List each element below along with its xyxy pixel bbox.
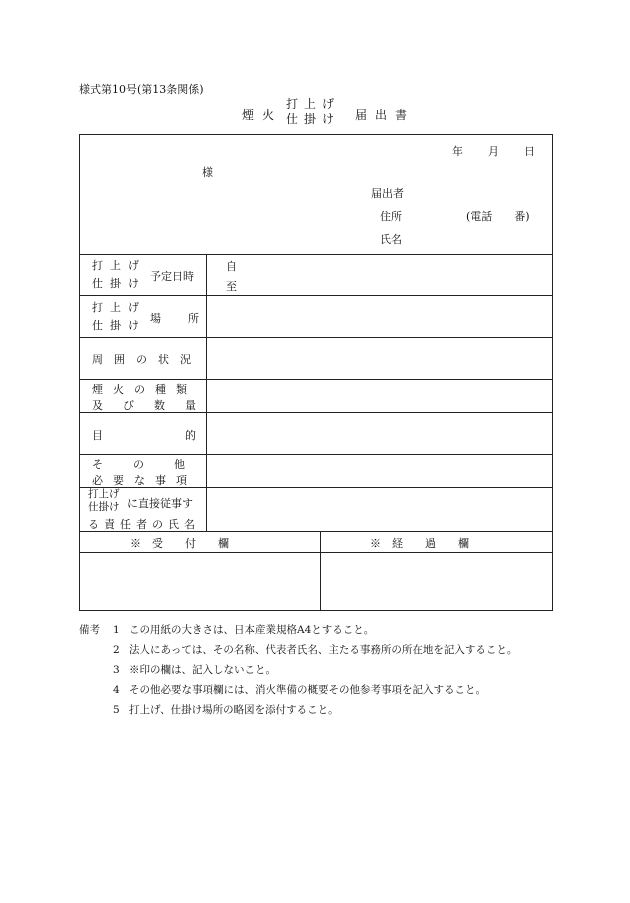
note-text: 打上げ、仕掛け場所の略図を添付すること。 bbox=[129, 704, 339, 716]
notes-label: 備考 bbox=[79, 624, 100, 636]
row-schedule-stack bbox=[92, 257, 146, 293]
row-other-top: その他 bbox=[92, 458, 215, 471]
row-fireworks-kind: 煙火の種類 bbox=[92, 383, 197, 396]
note-number: 2 bbox=[113, 644, 120, 656]
title-right: 届出書 bbox=[355, 108, 416, 122]
form-number: 様式第10号(第13条関係) bbox=[79, 83, 204, 96]
title-left: 煙火 bbox=[242, 108, 283, 122]
name-label: 氏名 bbox=[380, 233, 402, 246]
address-label: 住所 bbox=[380, 210, 402, 223]
row-schedule-stack-bottom: 仕掛け bbox=[92, 277, 146, 290]
row-schedule-suffix: 予定日時 bbox=[150, 270, 194, 283]
form-table bbox=[79, 134, 553, 611]
title-stack-top: 打上げ bbox=[286, 97, 341, 111]
row-responsible-bottom: る責任者の氏名 bbox=[88, 518, 200, 531]
title-stack-bottom: 仕掛け bbox=[286, 112, 341, 126]
row-fireworks-qty: 及び数量 bbox=[92, 399, 216, 412]
title-stack bbox=[286, 97, 340, 133]
row-place-stack-top: 打上げ bbox=[92, 301, 146, 314]
note-text: この用紙の大きさは、日本産業規格A4とすること。 bbox=[129, 624, 375, 636]
note-text: ※印の欄は、記入しないこと。 bbox=[129, 664, 276, 676]
date-day: 日 bbox=[524, 145, 535, 158]
phone-label: (電話 番) bbox=[466, 210, 530, 223]
note-item bbox=[79, 680, 517, 700]
row-schedule-stack-top: 打上げ bbox=[92, 259, 146, 272]
addressee-suffix: 様 bbox=[202, 166, 213, 179]
reception-header: ※ 受 付 欄 bbox=[130, 537, 229, 550]
row-place-stack bbox=[92, 299, 146, 335]
note-item bbox=[79, 620, 517, 640]
row-place-stack-bottom: 仕掛け bbox=[92, 319, 146, 332]
row-purpose-right: 的 bbox=[185, 429, 196, 442]
row-responsible-stack-top: 打上げ bbox=[88, 488, 120, 500]
date-month: 月 bbox=[488, 145, 499, 158]
row-responsible-stack-bottom: 仕掛け bbox=[88, 501, 120, 513]
note-text: その他必要な事項欄には、消火準備の概要その他参考事項を記入すること。 bbox=[129, 684, 486, 696]
progress-header: ※ 経 過 欄 bbox=[370, 537, 469, 550]
date-year: 年 bbox=[452, 145, 463, 158]
row-purpose-left: 目 bbox=[92, 429, 103, 442]
row-responsible-suffix: に直接従事す bbox=[127, 497, 193, 510]
note-number: 1 bbox=[113, 624, 120, 636]
note-number: 4 bbox=[113, 684, 120, 696]
note-text: 法人にあっては、その名称、代表者氏名、主たる事務所の所在地を記入すること。 bbox=[129, 644, 518, 656]
schedule-to: 至 bbox=[226, 280, 237, 293]
row-surroundings-label: 周囲の状況 bbox=[92, 353, 202, 366]
note-item bbox=[79, 700, 517, 720]
row-place-suffix: 場 所 bbox=[150, 312, 207, 325]
row-other-bottom: 必要な事項 bbox=[92, 474, 197, 487]
row-responsible-stack bbox=[88, 488, 120, 514]
note-number: 5 bbox=[113, 704, 120, 716]
schedule-from: 自 bbox=[226, 260, 237, 273]
notes bbox=[79, 620, 517, 720]
applicant-label: 届出者 bbox=[371, 187, 404, 200]
note-item bbox=[79, 660, 517, 680]
note-item bbox=[79, 640, 517, 660]
note-number: 3 bbox=[113, 664, 120, 676]
